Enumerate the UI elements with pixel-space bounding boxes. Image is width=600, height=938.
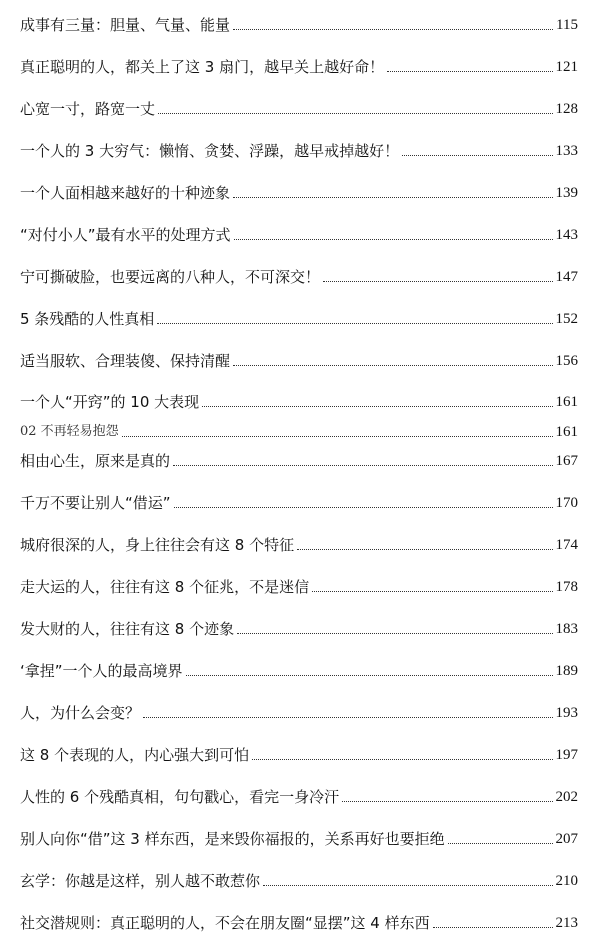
toc-page-number: 178	[555, 579, 578, 595]
toc-entry-title: 这 8 个表现的人，内心强大到可怕	[20, 746, 250, 764]
toc-entry-title: 一个人面相越来越好的十种迹象	[20, 184, 231, 202]
toc-entry-title: 相由心生，原来是真的	[20, 452, 171, 470]
toc-entry-title: 适当服软、合理装傻、保持清醒	[20, 352, 231, 370]
toc-entry-title: 发大财的人，往往有这 8 个迹象	[20, 620, 235, 638]
toc-page-number: 210	[555, 873, 578, 889]
toc-entry[interactable]	[20, 567, 578, 597]
toc-dot-leader	[143, 717, 552, 718]
toc-entry-title: 真正聪明的人，都关上了这 3 扇门，越早关上越好命！	[20, 58, 385, 76]
toc-page-number: 213	[555, 915, 578, 931]
toc-entry-title: 成事有三量：胆量、气量、能量	[20, 16, 231, 34]
toc-dot-leader	[202, 406, 552, 407]
toc-entry[interactable]	[20, 777, 578, 807]
toc-dot-leader	[122, 436, 553, 437]
toc-page-number: 128	[555, 101, 578, 117]
toc-entry-title: 宁可撕破脸，也要远离的八种人，不可深交！	[20, 268, 321, 286]
toc-entry[interactable]	[20, 215, 578, 245]
toc-page-number: 161	[555, 394, 578, 410]
toc-entry-title: 走大运的人，往往有这 8 个征兆，不是迷信	[20, 578, 310, 596]
toc-entry[interactable]	[20, 47, 578, 77]
toc-entry-title: 人性的 6 个残酷真相，句句戳心，看完一身冷汗	[20, 788, 340, 806]
toc-entry-title: 一个人“开窍”的 10 大表现	[20, 393, 200, 411]
toc-page-number: 133	[555, 143, 578, 159]
toc-entry-title: ‘拿捏”一个人的最高境界	[20, 662, 183, 680]
toc-entry-title: 心宽一寸，路宽一丈	[20, 100, 156, 118]
toc-page-number: 174	[555, 537, 578, 553]
toc-entry-title: 5 条残酷的人性真相	[20, 310, 155, 328]
toc-page-number: 193	[555, 705, 578, 721]
toc-page-number: 152	[555, 311, 578, 327]
toc-entry[interactable]	[20, 382, 578, 412]
toc-entry-title: 玄学：你越是这样，别人越不敢惹你	[20, 872, 261, 890]
toc-dot-leader	[233, 365, 552, 366]
toc-page-number: 183	[555, 621, 578, 637]
toc-entry[interactable]	[20, 5, 578, 35]
toc-dot-leader	[433, 927, 553, 928]
toc-dot-leader	[174, 507, 553, 508]
toc-dot-leader	[233, 29, 553, 30]
toc-entry[interactable]	[20, 131, 578, 161]
toc-entry[interactable]	[20, 441, 578, 471]
toc-entry-title: “对付小人”最有水平的处理方式	[20, 226, 231, 244]
toc-dot-leader	[158, 113, 552, 114]
toc-page-number: 121	[555, 59, 578, 75]
toc-entry[interactable]	[20, 525, 578, 555]
toc-dot-leader	[312, 591, 552, 592]
toc-dot-leader	[263, 885, 552, 886]
toc-page-number: 207	[555, 831, 578, 847]
toc-dot-leader	[323, 281, 552, 282]
toc-entry-title: 一个人的 3 大穷气：懒惰、贪婪、浮躁，越早戒掉越好！	[20, 142, 400, 160]
toc-entry[interactable]	[20, 341, 578, 371]
toc-entry[interactable]	[20, 89, 578, 119]
toc-entry[interactable]	[20, 483, 578, 513]
toc-page-number: 189	[555, 663, 578, 679]
toc-entry-title: 02 不再轻易抱怨	[20, 424, 119, 439]
toc-page-number: 167	[555, 453, 578, 469]
toc-entry-title: 城府很深的人，身上往往会有这 8 个特征	[20, 536, 295, 554]
toc-dot-leader	[402, 155, 552, 156]
toc-entry[interactable]	[20, 903, 578, 933]
toc-dot-leader	[186, 675, 553, 676]
toc-entry[interactable]	[20, 693, 578, 723]
toc-page-number: 139	[555, 185, 578, 201]
toc-entry-title: 社交潜规则：真正聪明的人，不会在朋友圈“显摆”这 4 样东西	[20, 914, 430, 932]
toc-entry-title: 千万不要让别人“借运”	[20, 494, 171, 512]
toc-entry[interactable]	[20, 299, 578, 329]
toc-entry[interactable]	[20, 861, 578, 891]
toc-entry[interactable]	[20, 173, 578, 203]
toc-dot-leader	[252, 759, 552, 760]
toc-dot-leader	[297, 549, 552, 550]
toc-page-number: 156	[555, 353, 578, 369]
toc-entry[interactable]	[20, 819, 578, 849]
toc-dot-leader	[342, 801, 552, 802]
toc-page-number: 161	[555, 424, 578, 440]
toc-entry[interactable]	[20, 257, 578, 287]
toc-page-number: 143	[555, 227, 578, 243]
toc-page-number: 170	[555, 495, 578, 511]
toc-page-number: 115	[556, 17, 578, 33]
toc-entry-title: 人，为什么会变？	[20, 704, 141, 722]
toc-dot-leader	[173, 465, 552, 466]
toc-entry-title: 别人向你“借”这 3 样东西，是来毁你福报的，关系再好也要拒绝	[20, 830, 445, 848]
toc-dot-leader	[387, 71, 552, 72]
toc-page-number: 202	[555, 789, 578, 805]
toc-entry[interactable]	[20, 609, 578, 639]
toc-dot-leader	[448, 843, 553, 844]
toc-page-number: 197	[555, 747, 578, 763]
toc-entry[interactable]	[20, 735, 578, 765]
toc-dot-leader	[237, 633, 552, 634]
toc-subentry[interactable]	[20, 412, 578, 442]
toc-page-number: 147	[555, 269, 578, 285]
toc-dot-leader	[233, 197, 552, 198]
toc-dot-leader	[157, 323, 552, 324]
toc-entry[interactable]	[20, 651, 578, 681]
toc-dot-leader	[234, 239, 553, 240]
